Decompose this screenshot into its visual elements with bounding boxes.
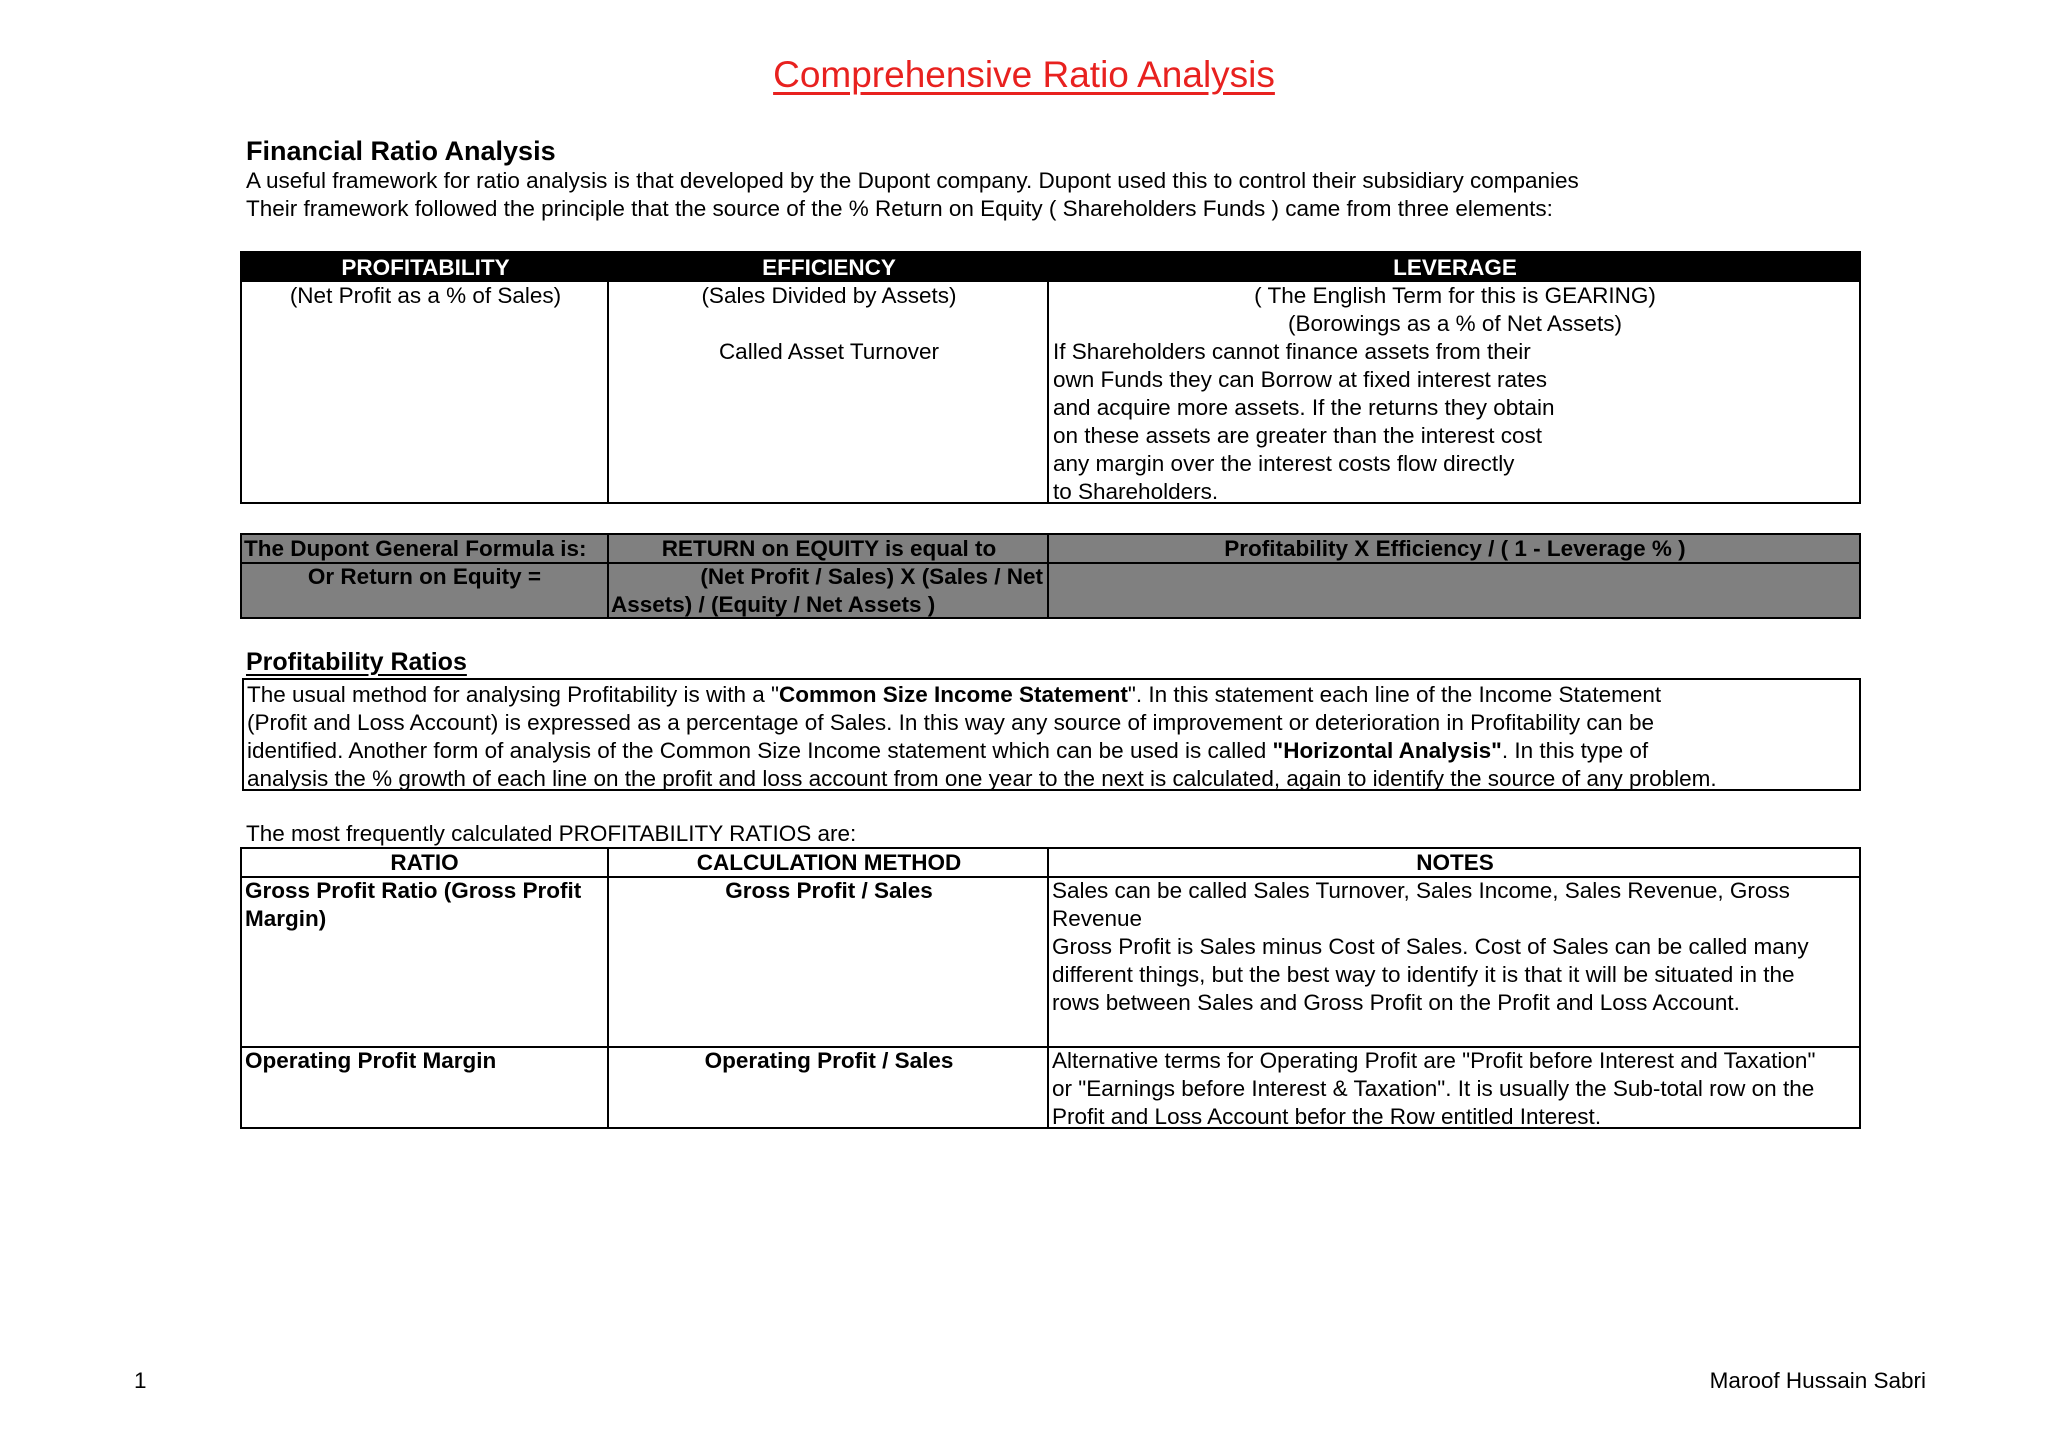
- dupont-formula-expression: Profitability X Efficiency / ( 1 - Leverage % ): [1224, 536, 1686, 561]
- ratio-name: Gross Profit Ratio (Gross Profit: [245, 878, 582, 903]
- calculation-method: Gross Profit / Sales: [725, 878, 933, 903]
- header-efficiency: EFFICIENCY: [762, 255, 896, 280]
- profitability-ratios-table: [240, 847, 1861, 1129]
- description-line: analysis the % growth of each line on the profit and loss account from one year to the next is calculated, again to identify the source of any problem.: [247, 766, 1717, 791]
- term-horizontal-analysis: "Horizontal Analysis": [1272, 738, 1502, 763]
- intro-line: A useful framework for ratio analysis is that developed by the Dupont company. Dupont used this to control their subsidiary companies: [246, 168, 1579, 193]
- header-notes: NOTES: [1416, 850, 1494, 875]
- description-line: (Profit and Loss Account) is expressed as a percentage of Sales. In this way any source of improvement or deterioration in Profitability can be: [247, 710, 1654, 735]
- roe-formula-line: Assets) / (Equity / Net Assets ): [611, 592, 936, 617]
- notes-line: rows between Sales and Gross Profit on the Profit and Loss Account.: [1052, 990, 1740, 1015]
- notes-line: Alternative terms for Operating Profit are "Profit before Interest and Taxation": [1052, 1048, 1816, 1073]
- page-number: 1: [134, 1368, 147, 1393]
- profitability-definition: (Net Profit as a % of Sales): [289, 283, 562, 308]
- calculation-method: Operating Profit / Sales: [704, 1048, 954, 1073]
- efficiency-note: Called Asset Turnover: [718, 339, 940, 364]
- notes-line: Revenue: [1052, 906, 1143, 931]
- leverage-explanation-line: any margin over the interest costs flow directly: [1053, 451, 1515, 476]
- notes-line: Profit and Loss Account befor the Row entitled Interest.: [1052, 1104, 1602, 1129]
- notes-line: or "Earnings before Interest & Taxation". It is usually the Sub-total row on the: [1052, 1076, 1815, 1101]
- notes-line: Sales can be called Sales Turnover, Sales Income, Sales Revenue, Gross: [1052, 878, 1790, 903]
- header-calculation-method: CALCULATION METHOD: [696, 850, 962, 875]
- leverage-definition: (Borowings as a % of Net Assets): [1288, 311, 1622, 336]
- description-line: identified. Another form of analysis of the Common Size Income statement which can be used is called "Horizontal Analysis". In this type of: [247, 738, 1649, 763]
- leverage-explanation-line: on these assets are greater than the interest cost: [1053, 423, 1543, 448]
- leverage-explanation-line: If Shareholders cannot finance assets from their: [1053, 339, 1531, 364]
- section-heading-financial-ratio-analysis: Financial Ratio Analysis: [246, 136, 556, 166]
- roe-label: Or Return on Equity =: [307, 564, 542, 589]
- dupont-formula-box: [240, 533, 1861, 619]
- dupont-formula-middle: RETURN on EQUITY is equal to: [661, 536, 997, 561]
- ratio-name: Margin): [245, 906, 327, 931]
- notes-line: Gross Profit is Sales minus Cost of Sales. Cost of Sales can be called many: [1052, 934, 1809, 959]
- profitability-description-box: [242, 678, 1861, 791]
- leverage-explanation-line: and acquire more assets. If the returns they obtain: [1053, 395, 1555, 420]
- term-common-size-income-statement: Common Size Income Statement: [779, 682, 1128, 707]
- leverage-explanation-line: own Funds they can Borrow at fixed interest rates: [1053, 367, 1547, 392]
- dupont-formula-label: The Dupont General Formula is:: [244, 536, 587, 561]
- ratios-list-intro: The most frequently calculated PROFITABILITY RATIOS are:: [246, 821, 857, 846]
- leverage-term: ( The English Term for this is GEARING): [1254, 283, 1656, 308]
- header-profitability: PROFITABILITY: [341, 255, 510, 280]
- header-ratio: RATIO: [390, 850, 459, 875]
- table-header-row: [242, 253, 1859, 282]
- page-title: Comprehensive Ratio Analysis: [773, 54, 1275, 95]
- section-heading-profitability-ratios: Profitability Ratios: [246, 648, 467, 676]
- efficiency-definition: (Sales Divided by Assets): [701, 283, 957, 308]
- ratio-name: Operating Profit Margin: [245, 1048, 497, 1073]
- leverage-explanation-line: to Shareholders.: [1053, 479, 1219, 504]
- dupont-elements-table: [240, 251, 1861, 504]
- description-line: The usual method for analysing Profitability is with a "Common Size Income Statement". In this statement each line of the Income Statement: [247, 682, 1662, 707]
- roe-formula-line: (Net Profit / Sales) X (Sales / Net: [700, 564, 1043, 589]
- intro-line: Their framework followed the principle that the source of the % Return on Equity ( Shareholders Funds ) came from three elements:: [246, 196, 1553, 221]
- author-name: Maroof Hussain Sabri: [1709, 1368, 1926, 1393]
- notes-line: different things, but the best way to identify it is that it will be situated in the: [1052, 962, 1795, 987]
- header-leverage: LEVERAGE: [1393, 255, 1517, 280]
